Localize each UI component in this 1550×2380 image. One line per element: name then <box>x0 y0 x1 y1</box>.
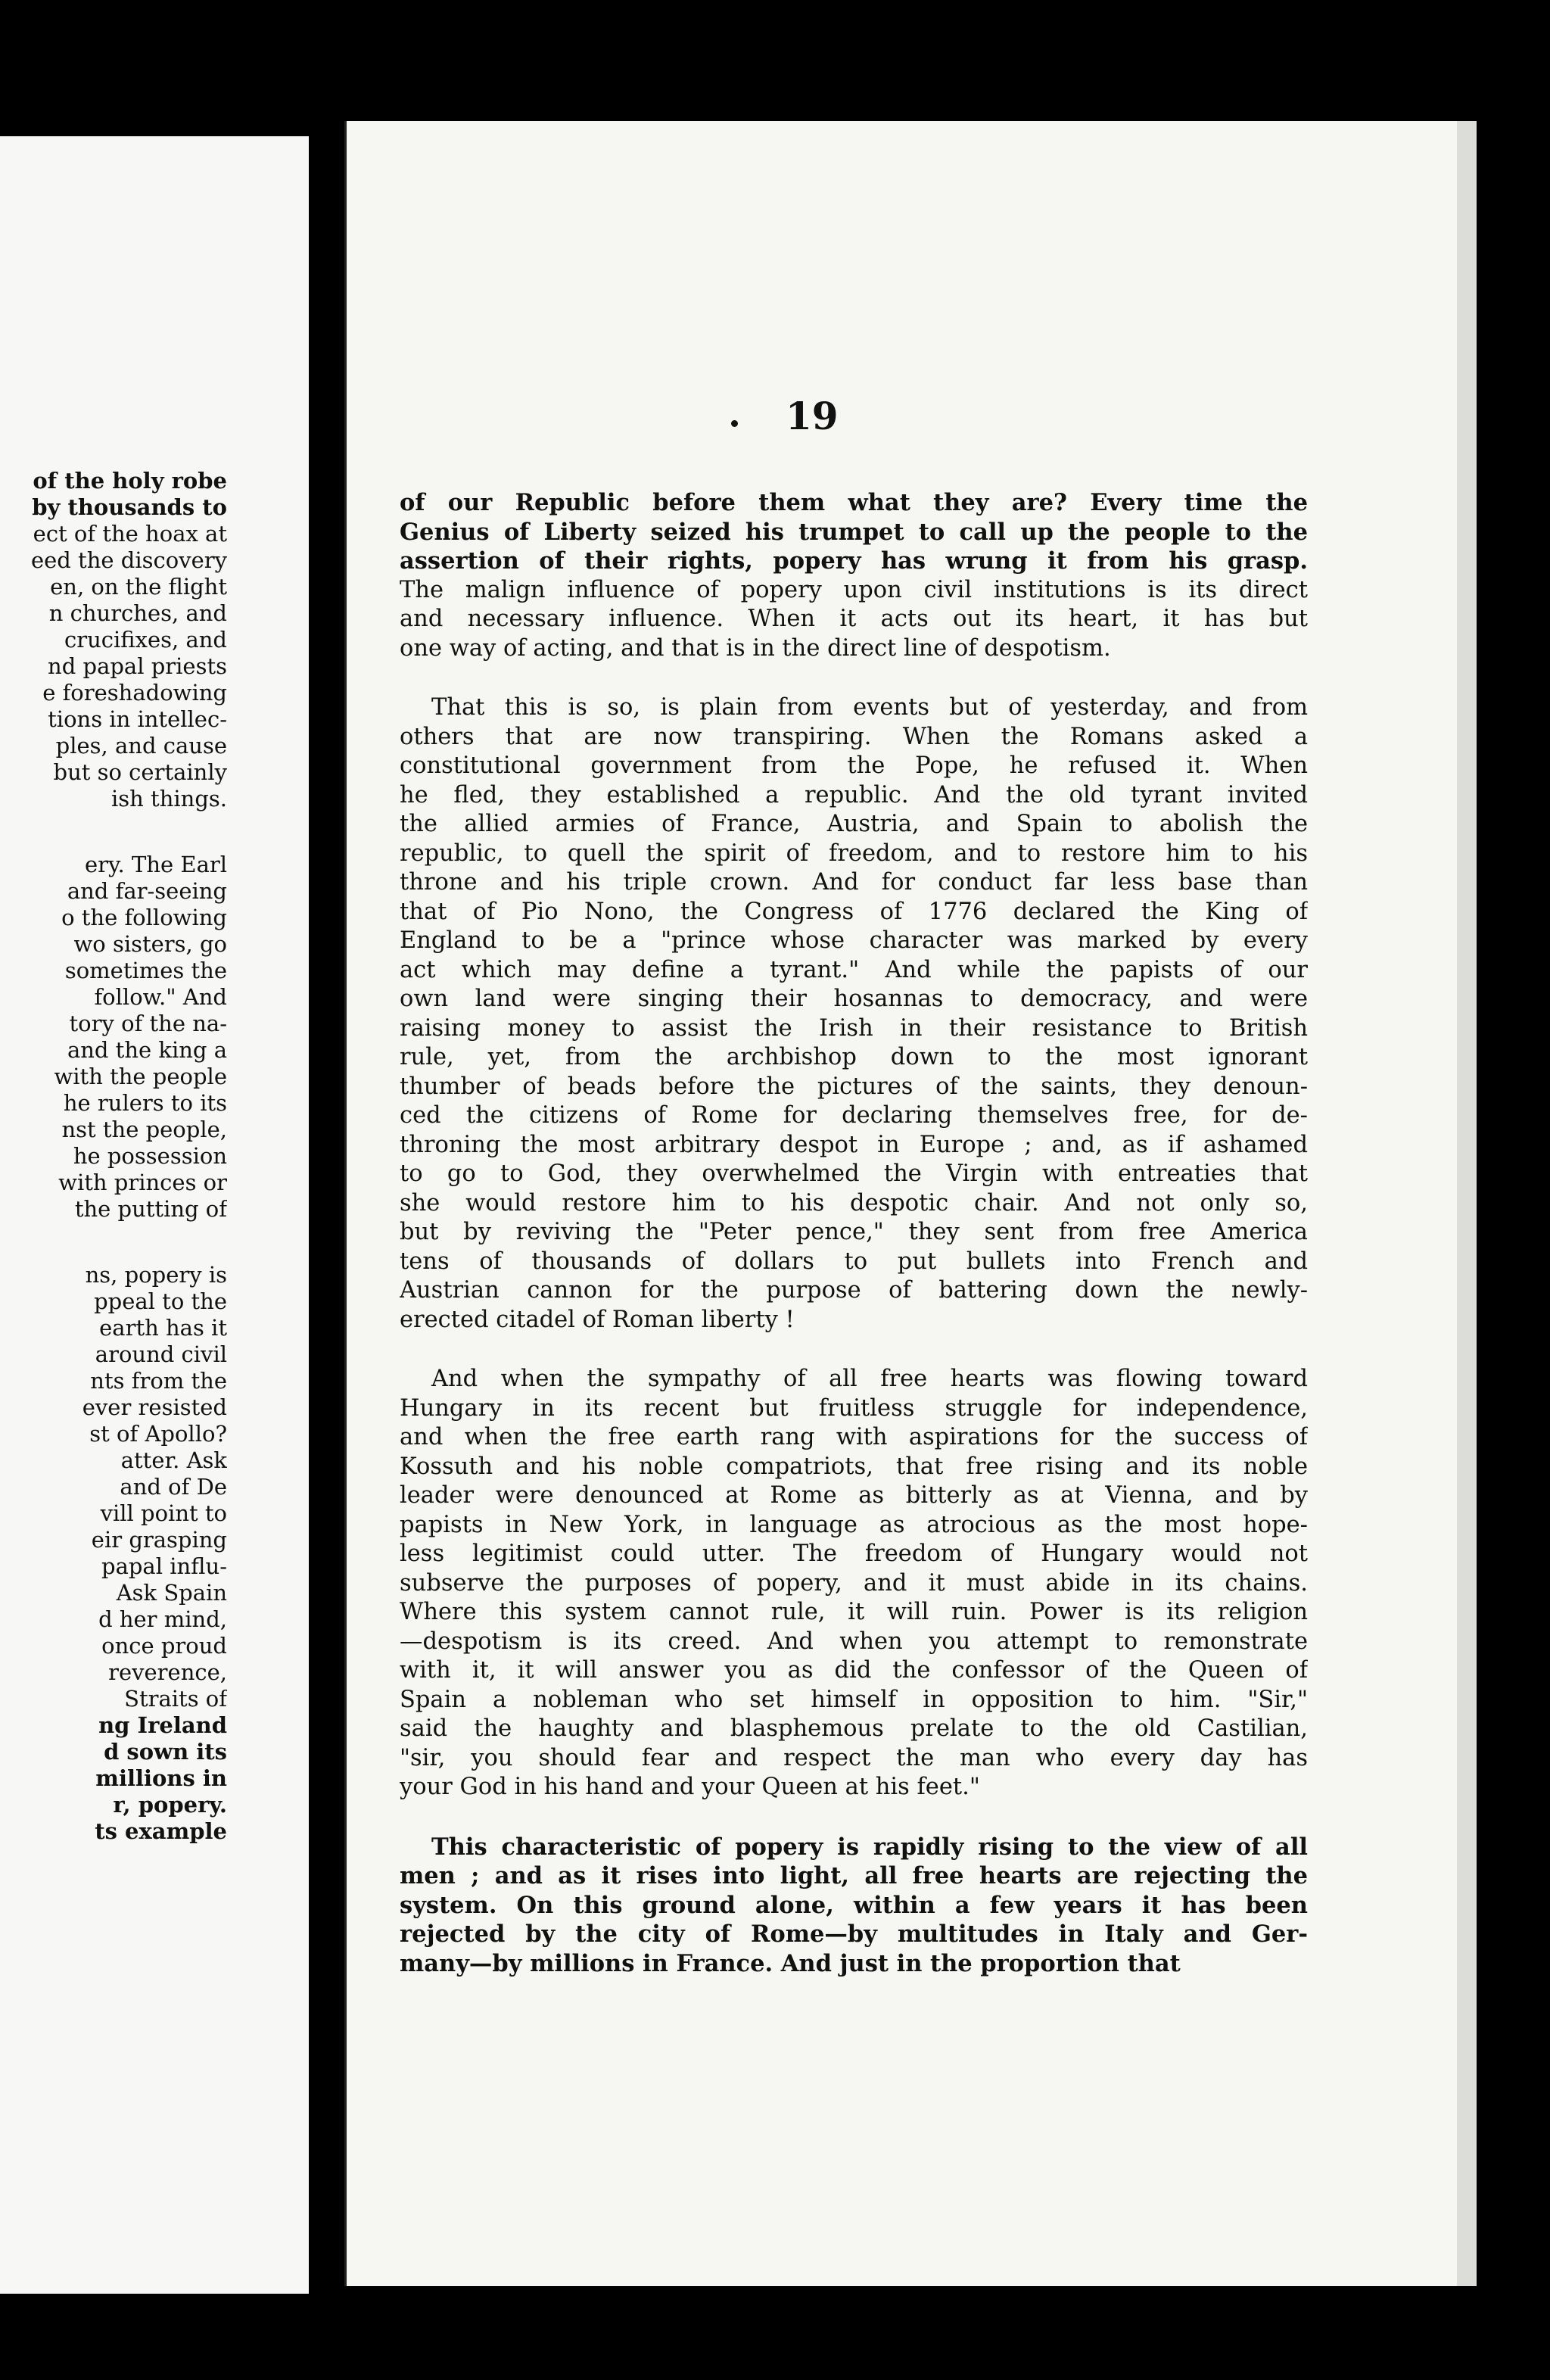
left-page-line: he possession <box>73 1143 227 1169</box>
left-page-line: Ask Spain <box>116 1580 227 1606</box>
text-line: assertion of their rights, popery has wrung it from his grasp. <box>400 547 1308 575</box>
text-line: erected citadel of Roman liberty ! <box>400 1306 795 1333</box>
text-line: Hungary in its recent but fruitless struggle for independence, <box>400 1394 1308 1422</box>
text-line: —despotism is its creed. And when you attempt to remonstrate <box>400 1628 1308 1655</box>
left-page-line <box>0 1223 227 1262</box>
text-line: papists in New York, in language as atrocious as the most hope- <box>400 1511 1308 1538</box>
left-page-line: eir grasping <box>91 1527 227 1553</box>
left-page-line: ples, and cause <box>55 733 227 759</box>
left-page-line: r, popery. <box>113 1792 227 1818</box>
text-line: system. On this ground alone, within a few years it has been <box>400 1891 1308 1919</box>
text-line: leader were denounced at Rome as bitterly as at Vienna, and by <box>400 1482 1308 1509</box>
left-page-line: wo sisters, go <box>73 931 227 957</box>
left-page-line: ect of the hoax at <box>33 521 227 547</box>
text-line: throne and his triple crown. And for conduct far less base than <box>400 869 1308 896</box>
left-page-line: ery. The Earl <box>85 852 227 877</box>
text-line: of our Republic before them what they are? Every time the <box>400 489 1308 516</box>
left-page-line: of the holy robe <box>33 468 227 494</box>
left-page-line: but so certainly <box>53 759 227 785</box>
left-page-line: with the people <box>54 1064 227 1089</box>
text-line: and when the free earth rang with aspirations for the success of <box>400 1424 1308 1450</box>
left-page-line: o the following <box>61 905 227 930</box>
text-line: men ; and as it rises into light, all free hearts are rejecting the <box>400 1862 1308 1889</box>
left-page-line: sometimes the <box>64 958 227 983</box>
left-page-line <box>0 812 227 852</box>
left-page-text-column <box>0 468 227 1845</box>
text-line: your God in his hand and your Queen at his feet." <box>400 1774 980 1800</box>
text-line: And when the sympathy of all free hearts was flowing toward <box>431 1366 1308 1392</box>
left-page-line: crucifixes, and <box>64 627 227 653</box>
left-page-line: earth has it <box>99 1315 227 1341</box>
text-line: he fled, they established a republic. And the old tyrant invited <box>400 781 1308 808</box>
facing-left-page <box>0 136 309 2294</box>
text-line: but by reviving the "Peter pence," they sent from free America <box>400 1219 1308 1245</box>
text-line: rejected by the city of Rome—by multitudes in Italy and Ger- <box>400 1921 1308 1948</box>
text-line: "sir, you should fear and respect the man who every day has <box>400 1744 1308 1771</box>
text-line: the allied armies of France, Austria, and Spain to abolish the <box>400 811 1308 837</box>
text-line: republic, to quell the spirit of freedom, and to restore him to his <box>400 840 1308 867</box>
text-line: Spain a nobleman who set himself in opposition to him. "Sir," <box>400 1686 1308 1713</box>
paragraph-gap <box>400 663 1308 693</box>
left-page-line: nts from the <box>90 1368 227 1394</box>
text-line: ced the citizens of Rome for declaring themselves free, for de- <box>400 1102 1308 1129</box>
text-line: constitutional government from the Pope, he refused it. When <box>400 752 1308 779</box>
paragraph-gap <box>400 1802 1308 1833</box>
left-page-line: millions in <box>95 1765 227 1791</box>
left-page-line: nd papal priests <box>48 653 227 679</box>
left-page-line: d sown its <box>104 1739 227 1765</box>
text-line: This characteristic of popery is rapidly rising to the view of all <box>431 1833 1308 1861</box>
text-line: to go to God, they overwhelmed the Virgin with entreaties that <box>400 1160 1308 1187</box>
left-page-line: ppeal to the <box>94 1288 227 1314</box>
text-line: less legitimist could utter. The freedom of Hungary would not <box>400 1540 1308 1567</box>
left-page-line: atter. Ask <box>120 1447 227 1473</box>
left-page-line: and of De <box>120 1474 227 1500</box>
left-page-line: the putting of <box>74 1196 227 1222</box>
left-page-line: with princes or <box>58 1170 227 1195</box>
text-line: That this is so, is plain from events but of yesterday, and from <box>431 694 1308 721</box>
left-page-line: ns, popery is <box>85 1262 227 1288</box>
left-page-line: vill point to <box>100 1500 227 1526</box>
text-line: England to be a "prince whose character was marked by every <box>400 927 1308 954</box>
text-line: act which may define a tyrant." And while the papists of our <box>400 956 1308 983</box>
left-page-line: reverence, <box>108 1659 227 1685</box>
left-page-line: and far-seeing <box>67 878 227 904</box>
text-line: many—by millions in France. And just in the proportion that <box>400 1949 1181 1977</box>
text-line: said the haughty and blasphemous prelate to the old Castilian, <box>400 1715 1308 1742</box>
left-page-line: tions in intellec- <box>48 706 227 732</box>
document-page <box>344 121 1477 2286</box>
left-page-line: and the king a <box>67 1037 227 1063</box>
text-line: subserve the purposes of popery, and it must abide in its chains. <box>400 1569 1308 1597</box>
left-page-line: ever resisted <box>82 1394 227 1420</box>
paragraph-gap <box>400 1335 1308 1365</box>
left-page-line: st of Apollo? <box>89 1421 227 1447</box>
left-page-line: papal influ- <box>101 1553 227 1579</box>
text-line: thumber of beads before the pictures of the saints, they denoun- <box>400 1073 1308 1100</box>
text-line: others that are now transpiring. When the Romans asked a <box>400 723 1308 750</box>
left-page-line: Straits of <box>124 1686 227 1712</box>
text-line: she would restore him to his despotic chair. And not only so, <box>400 1189 1308 1216</box>
text-line: Austrian cannon for the purpose of battering down the newly- <box>400 1277 1308 1304</box>
text-line: Genius of Liberty seized his trumpet to call up the people to the <box>400 518 1308 546</box>
page-number-dot <box>731 420 738 427</box>
text-line: that of Pio Nono, the Congress of 1776 declared the King of <box>400 898 1308 925</box>
text-line: own land were singing their hosannas to democracy, and were <box>400 986 1308 1012</box>
text-line: tens of thousands of dollars to put bullets into French and <box>400 1248 1308 1275</box>
left-page-line: by thousands to <box>32 494 227 520</box>
left-page-line: ng Ireland <box>98 1712 227 1738</box>
left-page-line: d her mind, <box>98 1606 227 1632</box>
text-line: one way of acting, and that is in the direct line of despotism. <box>400 634 1111 662</box>
left-page-line: en, on the flight <box>50 574 227 600</box>
text-line: with it, it will answer you as did the confessor of the Queen of <box>400 1657 1308 1684</box>
page-body-text <box>400 488 1308 1978</box>
left-page-line: ish things. <box>110 786 227 812</box>
page-number: 19 <box>786 394 839 438</box>
text-line: and necessary influence. When it acts out its heart, it has but <box>400 606 1308 632</box>
text-line: throning the most arbitrary despot in Europe ; and, as if ashamed <box>400 1131 1308 1158</box>
left-page-line: ts example <box>95 1818 227 1844</box>
left-page-line: tory of the na- <box>69 1011 227 1036</box>
left-page-line: follow." And <box>94 984 227 1010</box>
left-page-line: once proud <box>101 1633 227 1659</box>
left-page-line: around civil <box>95 1341 227 1367</box>
left-page-line: e foreshadowing <box>42 680 227 706</box>
text-line: rule, yet, from the archbishop down to the most ignorant <box>400 1044 1308 1070</box>
left-page-line: nst the people, <box>61 1117 227 1142</box>
left-page-line: n churches, and <box>48 600 227 626</box>
text-line: Where this system cannot rule, it will ruin. Power is its religion <box>400 1599 1308 1625</box>
text-line: raising money to assist the Irish in their resistance to British <box>400 1014 1308 1042</box>
text-line: The malign influence of popery upon civil institutions is its direct <box>400 576 1308 603</box>
left-page-line: he rulers to its <box>63 1090 227 1116</box>
left-page-line: eed the discovery <box>30 547 227 573</box>
text-line: Kossuth and his noble compatriots, that free rising and its noble <box>400 1453 1308 1480</box>
